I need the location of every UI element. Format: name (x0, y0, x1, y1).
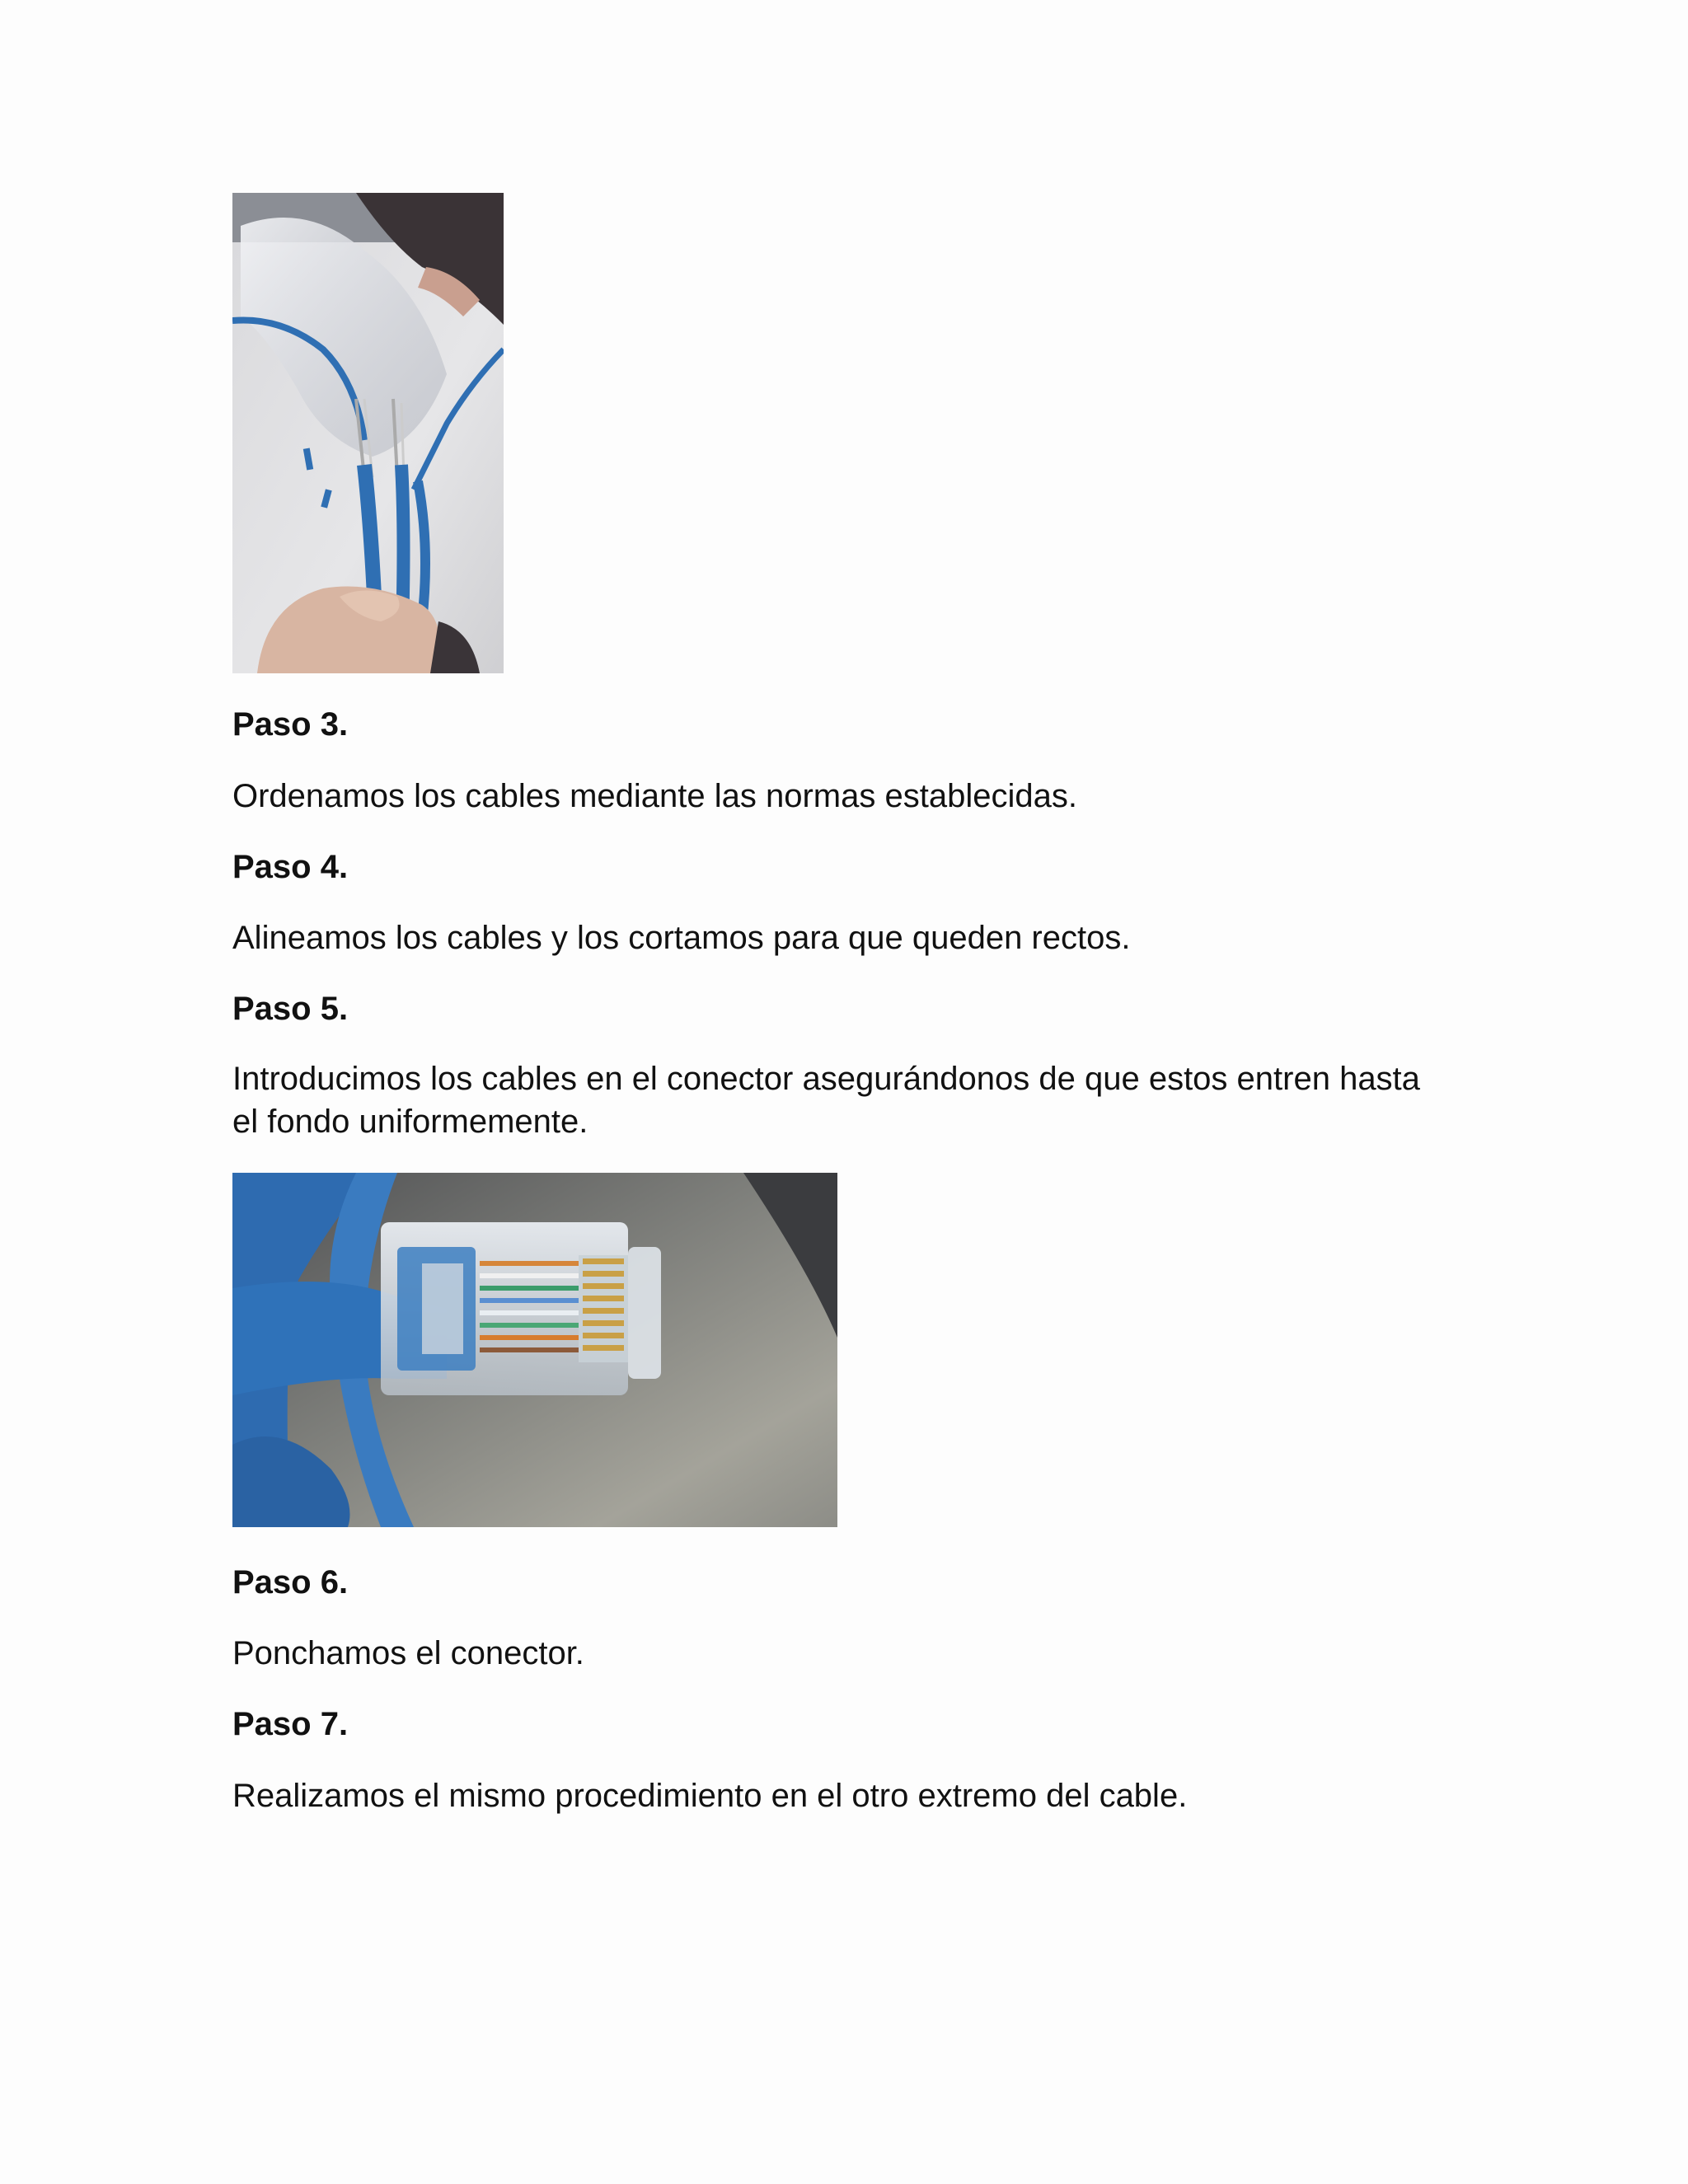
step-7-heading: Paso 7. (232, 1706, 349, 1742)
step-6-text: Ponchamos el conector. (232, 1635, 584, 1671)
stripped-cables-photo (232, 193, 504, 673)
step-6-heading: Paso 6. (232, 1564, 349, 1601)
rj45-connector-photo (232, 1173, 837, 1527)
step-3-heading: Paso 3. (232, 706, 349, 743)
step-4-text: Alineamos los cables y los cortamos para que queden rectos. (232, 920, 1131, 956)
step-4-heading: Paso 4. (232, 849, 349, 885)
step-7-text: Realizamos el mismo procedimiento en el otro extremo del cable. (232, 1778, 1188, 1814)
step-5-text: Introducimos los cables en el conector asegurándonos de que estos entren hasta el fondo uniformemente. (232, 1061, 1420, 1140)
step-3-text: Ordenamos los cables mediante las normas establecidas. (232, 778, 1077, 814)
step-5-heading: Paso 5. (232, 991, 349, 1027)
